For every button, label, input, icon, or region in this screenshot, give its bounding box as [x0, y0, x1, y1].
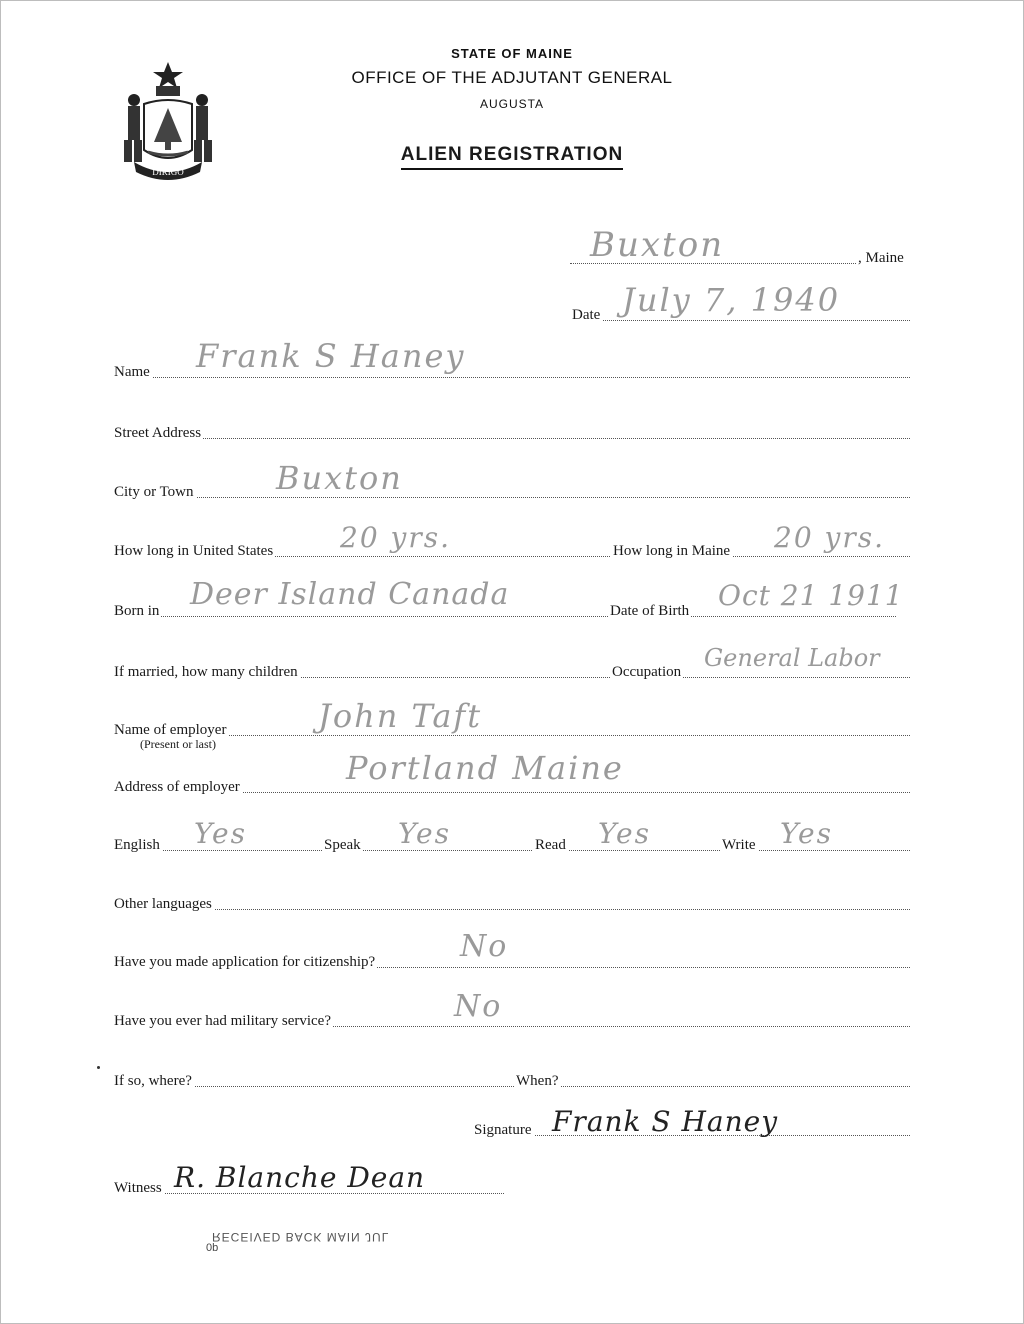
date-label: Date: [572, 307, 601, 323]
employer-address-value: Portland Maine: [346, 749, 624, 787]
where-line: [114, 1086, 910, 1087]
employer-sublabel: (Present or last): [140, 737, 216, 751]
english-label: English: [114, 837, 160, 853]
language-line: [114, 850, 910, 851]
name-line: [114, 377, 910, 378]
ink-speck: [97, 1066, 100, 1069]
speak-label: Speak: [324, 837, 361, 853]
employer-value: John Taft: [318, 697, 483, 735]
english-value: Yes: [194, 817, 247, 850]
other-languages-line: [114, 909, 910, 910]
children-label: If married, how many children: [114, 664, 298, 680]
signature-label: Signature: [474, 1122, 532, 1138]
date-line: [573, 320, 910, 321]
how-long-us-label: How long in United States: [114, 543, 274, 559]
signature-value: Frank S Haney: [552, 1105, 779, 1138]
stamp-number: 0b: [206, 1242, 219, 1254]
write-label: Write: [722, 837, 756, 853]
city-label: City or Town: [114, 484, 194, 500]
born-value: Deer Island Canada: [190, 577, 510, 612]
born-label: Born in: [114, 603, 160, 619]
citizenship-label: Have you made application for citizenship?: [114, 954, 376, 970]
town-value: Buxton: [590, 225, 725, 265]
document-title: ALIEN REGISTRATION: [401, 144, 623, 170]
state-heading: STATE OF MAINE: [451, 46, 573, 61]
seal-scroll-text: DIRIGO: [152, 167, 184, 177]
employer-address-label: Address of employer: [114, 779, 240, 795]
write-value: Yes: [780, 817, 833, 850]
born-line: [114, 616, 896, 617]
how-long-maine-value: 20 yrs.: [774, 521, 886, 554]
city-line: [114, 497, 910, 498]
street-label: Street Address: [114, 425, 202, 441]
witness-label: Witness: [114, 1180, 162, 1196]
city-value: Buxton: [276, 459, 403, 497]
name-value: Frank S Haney: [196, 337, 466, 375]
when-label: When?: [516, 1073, 559, 1089]
employer-label: Name of employer: [114, 722, 227, 738]
military-label: Have you ever had military service?: [114, 1013, 331, 1029]
read-label: Read: [535, 837, 566, 853]
name-label: Name: [114, 364, 150, 380]
employer-line: [114, 735, 910, 736]
date-value: July 7, 1940: [622, 281, 841, 319]
citizenship-value: No: [460, 929, 509, 964]
read-value: Yes: [598, 817, 651, 850]
military-value: No: [454, 989, 503, 1024]
how-long-maine-label: How long in Maine: [613, 543, 731, 559]
witness-value: R. Blanche Dean: [174, 1161, 426, 1194]
street-line: [114, 438, 910, 439]
occupation-value: General Labor: [704, 644, 880, 672]
speak-value: Yes: [398, 817, 451, 850]
dob-label: Date of Birth: [610, 603, 690, 619]
city-heading: AUGUSTA: [479, 97, 545, 111]
received-stamp: RECEIVED BACK MAIN JUL: [212, 1230, 390, 1244]
where-label: If so, where?: [114, 1073, 192, 1089]
dob-value: Oct 21 1911: [718, 579, 904, 612]
occupation-label: Occupation: [612, 664, 682, 680]
how-long-us-value: 20 yrs.: [340, 521, 452, 554]
office-heading: OFFICE OF THE ADJUTANT GENERAL: [351, 68, 673, 87]
other-languages-label: Other languages: [114, 896, 212, 912]
town-suffix-label: , Maine: [858, 250, 904, 266]
